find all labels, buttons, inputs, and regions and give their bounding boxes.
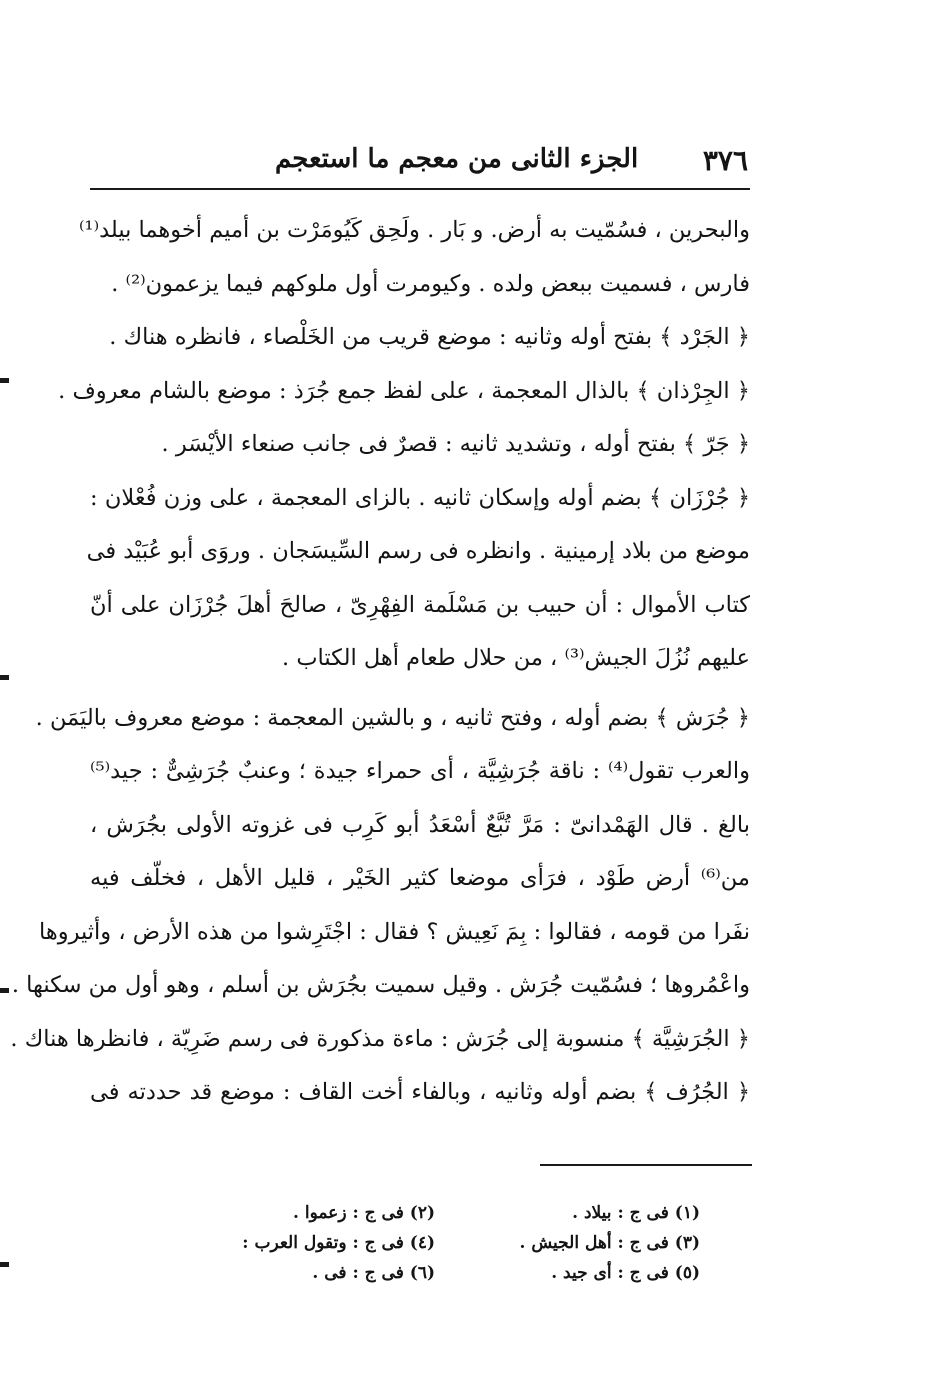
entry-jurzan: ﴿ جُرْزَان ﴾ بضم أوله وإسكان ثانيه . بالزاى المعجمة ، على وزن فُعْلان :: [90, 484, 750, 511]
entry-al-jard: ﴿ الجَرْد ﴾ بفتح أوله وثانيه : موضع قريب من الخَلْصاء ، فانظره هناك .: [109, 324, 750, 350]
footnotes: [200, 1200, 700, 1286]
entry-al-jurashiyya: ﴿ الجُرَشِيَّة ﴾ منسوبة إلى جُرَش : ماءة مذكورة فى رسم ضَرِيّة ، فانظرها هناك .: [10, 1025, 750, 1052]
footnote-4: (٤) فى ج : وتقول العرب :: [242, 1233, 435, 1253]
text-line: عليهم نُزُلَ الجيش⁽³⁾ ، من حلال طعام أهل الكتاب .: [282, 645, 750, 671]
footnote-1: (١) فى ج : بيلاد .: [572, 1203, 700, 1223]
running-title: الجزء الثانى من معجم ما استعجم: [275, 144, 639, 174]
page-header: [90, 140, 750, 190]
text-line: والبحرين ، فسُمّيت به أرض. و بَار . ولَحِق كَيُومَرْت بن أميم أخوهما بيلد⁽¹⁾: [79, 217, 750, 243]
text-line: نفَرا من قومه ، فقالوا : بِمَ نَعِيش ؟ فقال : اجْتَرِشوا من هذه الأرض ، وأثيروها: [39, 918, 750, 945]
scan-edge-mark: [0, 1262, 9, 1267]
text-line: واعْمُروها ؛ فسُمّيت جُرَش . وقيل سميت بجُرَش بن أسلم ، وهو أول من سكنها .: [11, 972, 750, 998]
scan-edge-mark: [0, 675, 9, 680]
scan-edge-mark: [0, 378, 9, 383]
entry-jarr: ﴿ جَرّ ﴾ بفتح أوله ، وتشديد ثانيه : قصرٌ فى جانب صنعاء الأيْسَر .: [161, 431, 750, 457]
page-number: ٣٧٦: [702, 144, 748, 177]
text-line: من⁽⁶⁾ أرض طَوْد ، فرَأى موضعا كثير الخَيْر ، قليل الأهل ، فخلّف فيه: [90, 865, 750, 891]
text-line: بالغ . قال الهَمْدانىّ : مَرَّ تُبَّعٌ أسْعَدُ أبو كَرِب فى غزوته الأولى بجُرَش ،: [90, 811, 750, 838]
scan-edge-mark: [0, 988, 9, 993]
text-line: فارس ، فسميت ببعض ولده . وكيومرت أول ملوكهم فيما يزعمون⁽²⁾ .: [111, 270, 750, 297]
text-line: كتاب الأموال : أن حبيب بن مَسْلَمة الفِهْرِىّ ، صالحَ أهلَ جُرْزَان على أنّ: [90, 591, 750, 618]
entry-jurash: ﴿ جُرَش ﴾ بضم أوله ، وفتح ثانيه ، و بالشين المعجمة : موضع معروف باليَمَن .: [35, 704, 750, 731]
entry-al-jirdhan: ﴿ الجِرْذان ﴾ بالذال المعجمة ، على لفظ جمع جُرَذ : موضع بالشام معروف .: [58, 377, 750, 404]
footnote-divider: [540, 1164, 752, 1166]
text-line: والعرب تقول⁽⁴⁾ : ناقة جُرَشِيَّة ، أى حمراء جيدة ؛ وعنبٌ جُرَشِىٌّ : جيد⁽⁵⁾: [90, 758, 750, 784]
footnote-6: (٦) فى ج : فى .: [312, 1263, 435, 1283]
footnote-5: (٥) فى ج : أى جيد .: [551, 1263, 700, 1283]
main-text: [10, 204, 750, 1120]
footnote-2: (٢) فى ج : زعموا .: [293, 1203, 435, 1223]
entry-al-juruf: ﴿ الجُرُف ﴾ بضم أوله وثانيه ، وبالفاء أخت القاف : موضع قد حددته فى: [90, 1079, 750, 1105]
footnote-3: (٣) فى ج : أهل الجيش .: [519, 1233, 700, 1253]
text-line: موضع من بلاد إرمينية . وانظره فى رسم السِّيسَجان . وروَى أبو عُبَيْد فى: [86, 538, 750, 564]
